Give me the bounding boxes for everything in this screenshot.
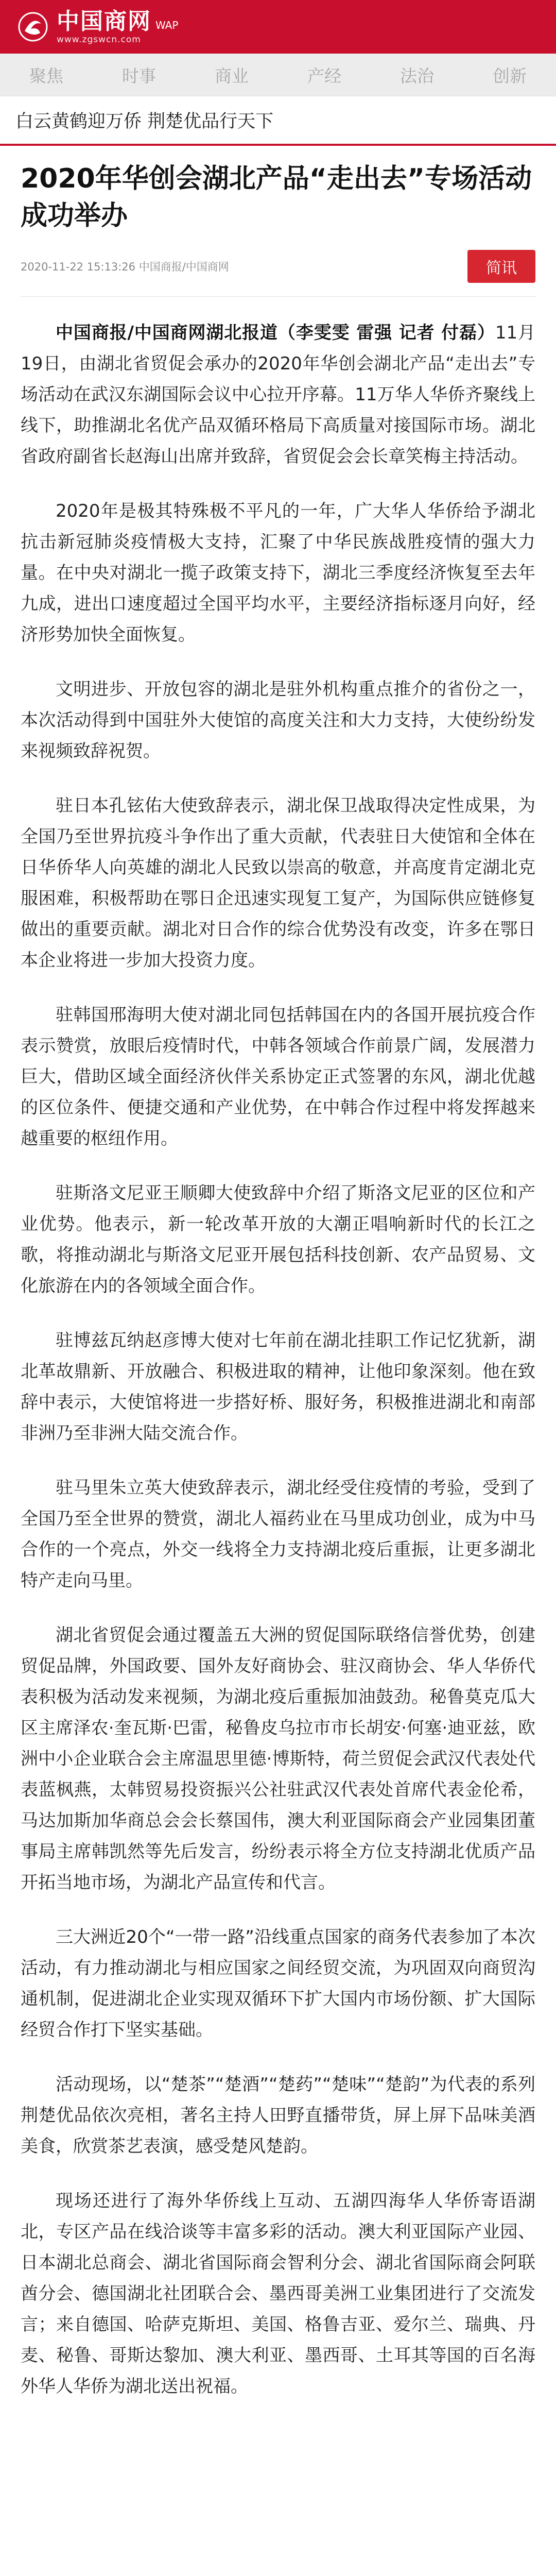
article-meta: 2020-11-22 15:13:26 中国商报/中国商网	[21, 261, 229, 273]
logo-url: www.zgswcn.com	[57, 35, 141, 45]
nav-item-law[interactable]: 法治	[400, 65, 434, 86]
article-paragraph: 驻马里朱立英大使致辞表示，湖北经受住疫情的考验，受到了全国乃至全世界的赞赏，湖北人福药业在马里成功创业，成为中马合作的一个亮点，外交一线将全力支持湖北疫后重振，让更多湖北特产走向马里。	[21, 1478, 535, 1591]
lead-byline: 中国商报/中国商网湖北报道（李雯雯 雷强 记者 付磊）	[56, 323, 495, 343]
logo-icon[interactable]	[16, 10, 49, 43]
article-title: 2020年华创会湖北产品“走出去”专场活动成功举办	[21, 163, 532, 231]
nav-item-current-affairs[interactable]: 时事	[122, 65, 156, 86]
nav-item-industry[interactable]: 产经	[307, 65, 341, 86]
article-lead	[21, 317, 535, 472]
logo-wap-badge: WAP	[155, 19, 179, 31]
category-badge[interactable]: 简讯	[467, 250, 535, 283]
logo-title: 中国商网	[57, 8, 151, 35]
article-body	[0, 317, 556, 2402]
top-nav	[0, 54, 556, 96]
article-paragraph: 驻博兹瓦纳赵彦博大使对七年前在湖北挂职工作记忆犹新，湖北革故鼎新、开放融合、积极进取的精神，让他印象深刻。他在致辞中表示，大使馆将进一步搭好桥、服好务，积极推进湖北和南部非洲乃至非洲大陆交流合作。	[21, 1330, 535, 1444]
article-paragraph: 2020年是极其特殊极不平凡的一年，广大华人华侨给予湖北抗击新冠肺炎疫情极大支持，汇聚了中华民族战胜疫情的强大力量。在中央对湖北一揽子政策支持下，湖北三季度经济恢复至去年九成，进出口速度超过全国平均水平，主要经济指标逐月向好，经济形势加快全面恢复。	[21, 501, 535, 645]
nav-item-business[interactable]: 商业	[215, 65, 249, 86]
divider	[21, 296, 535, 297]
article-paragraph: 三大洲近20个“一带一路”沿线重点国家的商务代表参加了本次活动，有力推动湖北与相应国家之间经贸交流，为巩固双向商贸沟通机制，促进湖北企业实现双循环下扩大国内市场份额、扩大国际经贸合作打下坚实基础。	[21, 1927, 535, 2040]
article-paragraph: 活动现场，以“楚茶”“楚酒”“楚药”“楚味”“楚韵”为代表的系列荆楚优品依次亮相，著名主持人田野直播带货，屏上屏下品味美酒美食，欣赏茶艺表演，感受楚风楚韵。	[21, 2074, 535, 2157]
nav-item-innovation[interactable]: 创新	[493, 65, 527, 86]
article-paragraph: 现场还进行了海外华侨线上互动、五湖四海华人华侨寄语湖北，专区产品在线洽谈等丰富多彩的活动。澳大利亚国际产业园、日本湖北总商会、湖北省国际商会智利分会、湖北省国际商会阿联酋分会、德国湖北社团联合会、墨西哥美洲工业集团进行了交流发言；来自德国、哈萨克斯坦、美国、格鲁吉亚、爱尔兰、瑞典、丹麦、秘鲁、哥斯达黎加、澳大利亚、墨西哥、土耳其等国的百名海外华人华侨为湖北送出祝福。	[21, 2191, 535, 2397]
site-header	[0, 0, 556, 54]
column-title: 白云黄鹤迎万侨 荆楚优品行天下	[0, 96, 556, 146]
article-meta-row	[0, 234, 556, 283]
article-paragraph: 文明进步、开放包容的湖北是驻外机构重点推介的省份之一，本次活动得到中国驻外大使馆的高度关注和大力支持，大使纷纷发来视频致辞祝贺。	[21, 679, 535, 761]
logo[interactable]	[57, 9, 178, 45]
article-paragraph: 驻日本孔铉佑大使致辞表示，湖北保卫战取得决定性成果，为全国乃至世界抗疫斗争作出了重大贡献，代表驻日大使馆和全体在日华侨华人向英雄的湖北人民致以崇高的敬意，并高度肯定湖北克服困难，积极帮助在鄂日企迅速实现复工复产，为国际供应链修复做出的重要贡献。湖北对日合作的综合优势没有改变，许多在鄂日本企业将进一步加大投资力度。	[21, 795, 535, 971]
article-paragraph: 湖北省贸促会通过覆盖五大洲的贸促国际联络信誉优势，创建贸促品牌，外国政要、国外友好商协会、驻汉商协会、华人华侨代表积极为活动发来视频，为湖北疫后重振加油鼓劲。秘鲁莫克瓜大区主席泽农·奎瓦斯·巴雷，秘鲁皮乌拉市市长胡安·何塞·迪亚兹，欧洲中小企业联合会主席温思里德·博斯特，荷兰贸促会武汉代表处代表蓝枫燕，太韩贸易投资振兴公社驻武汉代表处首席代表金伦希，马达加斯加华商总会会长蔡国伟，澳大利亚国际商会产业园集团董事局主席韩凯然等先后发言，纷纷表示将全方位支持湖北优质产品开拓当地市场，为湖北产品宣传和代言。	[21, 1625, 535, 1893]
article-paragraph: 驻斯洛文尼亚王顺卿大使致辞中介绍了斯洛文尼亚的区位和产业优势。他表示，新一轮改革开放的大潮正唱响新时代的长江之歌，将推动湖北与斯洛文尼亚开展包括科技创新、农产品贸易、文化旅游在内的各领域全面合作。	[21, 1183, 535, 1296]
nav-item-focus[interactable]: 聚焦	[29, 65, 63, 86]
article-paragraph: 驻韩国邢海明大使对湖北同包括韩国在内的各国开展抗疫合作表示赞赏，放眼后疫情时代，中韩各领域合作前景广阔，发展潜力巨大，借助区域全面经济伙伴关系协定正式签署的东风，湖北优越的区位条件、便捷交通和产业优势，在中韩合作过程中将发挥越来越重要的枢纽作用。	[21, 1005, 535, 1149]
lead-text: 11月19日，由湖北省贸促会承办的2020年华创会湖北产品“走出去”专场活动在武汉东湖国际会议中心拉开序幕。11万华人华侨齐聚线上线下，助推湖北名优产品双循环格局下高质量对接国际市场。湖北省政府副省长赵海山出席并致辞，省贸促会会长章笑梅主持活动。	[21, 323, 535, 467]
